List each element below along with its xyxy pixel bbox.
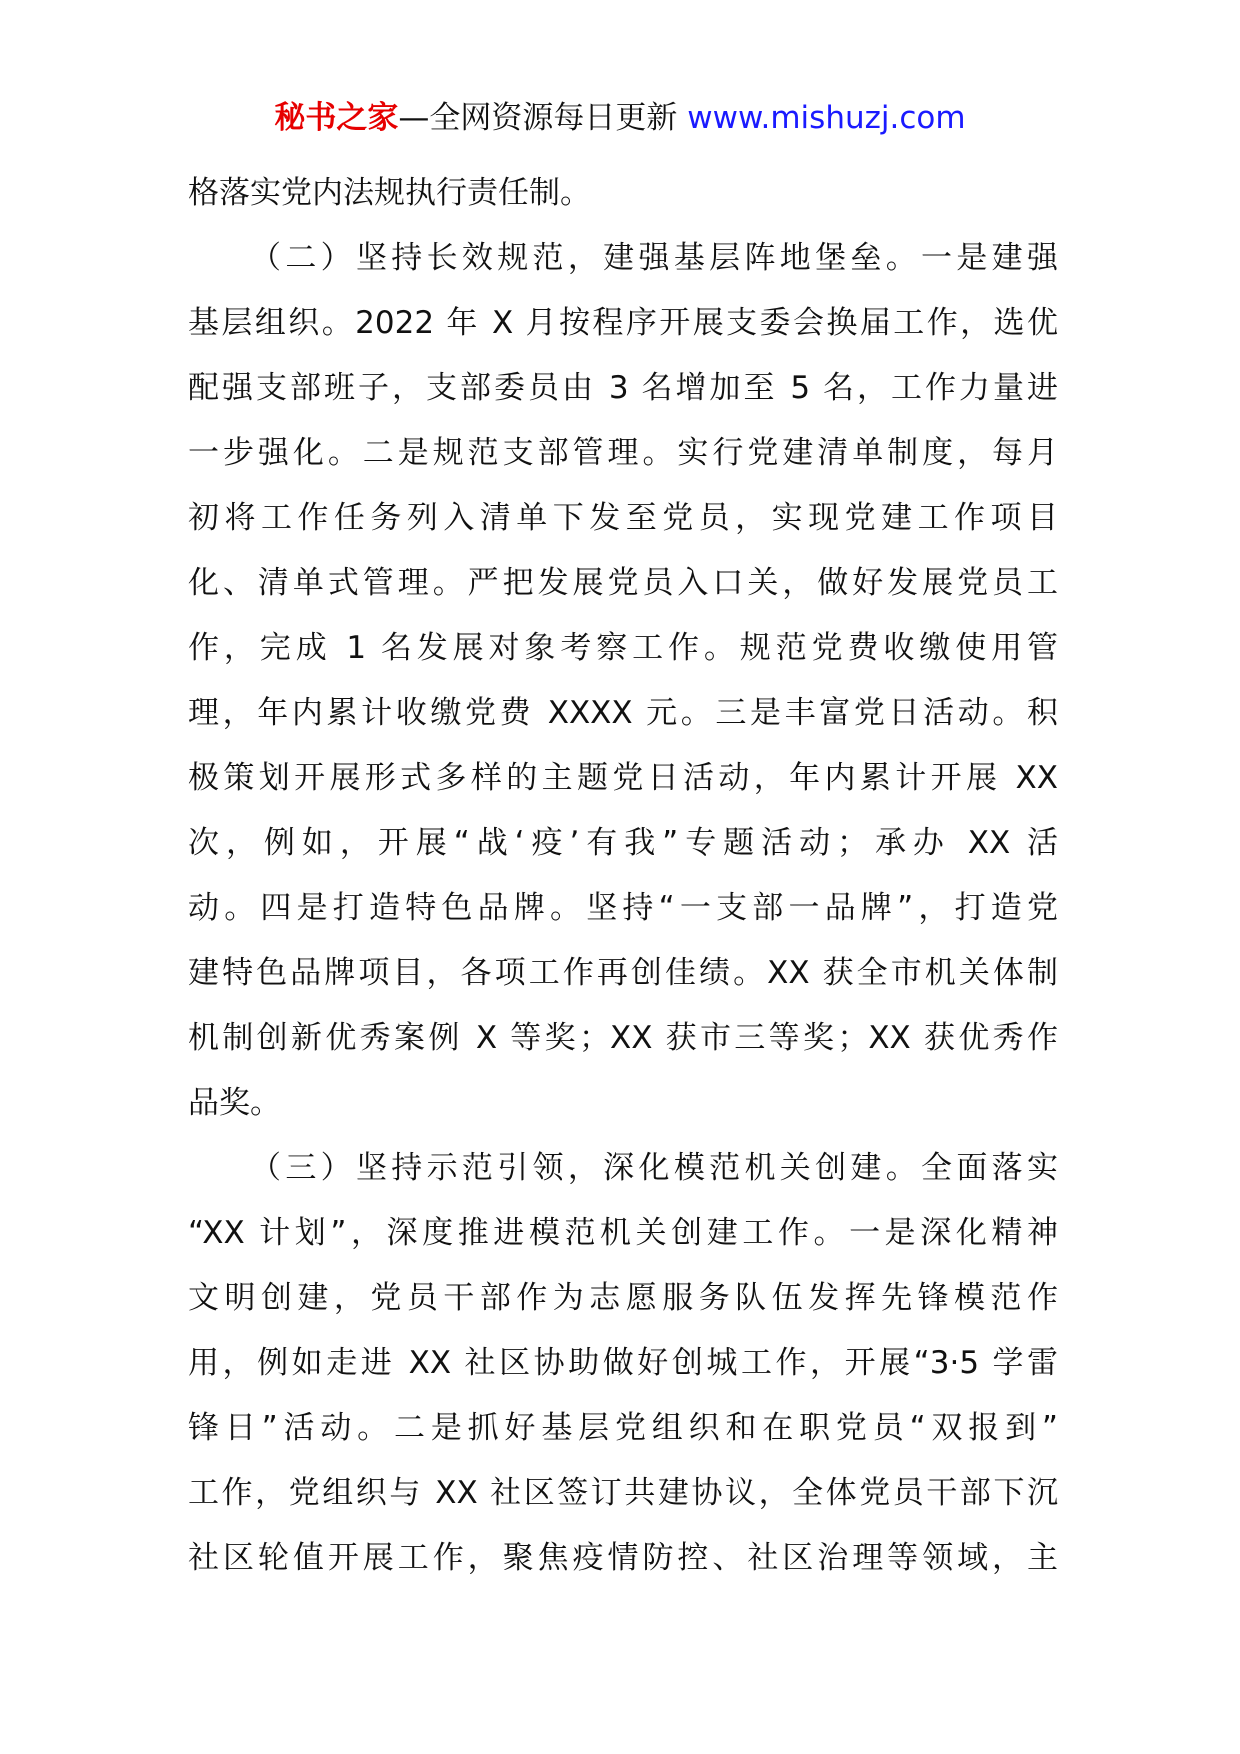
text-line: 化、清单式管理。严把发展党员入口关，做好发展党员工	[188, 565, 1058, 601]
text-line: “XX 计划”，深度推进模范机关创建工作。一是深化精神	[188, 1215, 1058, 1251]
text-line: 品奖。	[188, 1085, 281, 1121]
document-body	[188, 161, 1058, 1591]
text-line: 极策划开展形式多样的主题党日活动，年内累计开展 XX	[188, 760, 1058, 796]
text-line: 基层组织。2022 年 X 月按程序开展支委会换届工作，选优	[188, 305, 1058, 341]
text-line: 用，例如走进 XX 社区协助做好创城工作，开展“3·5 学雷	[188, 1345, 1058, 1381]
text-line: 格落实党内法规执行责任制。	[188, 175, 591, 211]
text-line: 锋日”活动。二是抓好基层党组织和在职党员“双报到”	[188, 1410, 1058, 1446]
text-line: 配强支部班子，支部委员由 3 名增加至 5 名，工作力量进	[188, 370, 1058, 406]
site-header	[0, 98, 1240, 138]
section-heading-line: （二）坚持长效规范，建强基层阵地堡垒。一是建强	[250, 240, 1058, 276]
text-line: 一步强化。二是规范支部管理。实行党建清单制度，每月	[188, 435, 1058, 471]
site-tagline: —全网资源每日更新	[398, 100, 688, 136]
site-url[interactable]: www.mishuzj.com	[687, 100, 966, 136]
text-line: 文明创建，党员干部作为志愿服务队伍发挥先锋模范作	[188, 1280, 1058, 1316]
text-line: 动。四是打造特色品牌。坚持“一支部一品牌”，打造党	[188, 890, 1058, 926]
text-line: 理，年内累计收缴党费 XXXX 元。三是丰富党日活动。积	[188, 695, 1058, 731]
text-line: 初将工作任务列入清单下发至党员，实现党建工作项目	[188, 500, 1058, 536]
text-line: 次，例如，开展“战‘疫’有我”专题活动；承办 XX 活	[188, 825, 1058, 861]
text-line: 工作，党组织与 XX 社区签订共建协议，全体党员干部下沉	[188, 1475, 1058, 1511]
text-line: 作，完成 1 名发展对象考察工作。规范党费收缴使用管	[188, 630, 1058, 666]
section-heading-line: （三）坚持示范引领，深化模范机关创建。全面落实	[250, 1150, 1058, 1186]
site-brand: 秘书之家	[274, 100, 399, 136]
text-line: 机制创新优秀案例 X 等奖；XX 获市三等奖；XX 获优秀作	[188, 1020, 1058, 1056]
text-line: 社区轮值开展工作，聚焦疫情防控、社区治理等领域，主	[188, 1540, 1058, 1576]
text-line: 建特色品牌项目，各项工作再创佳绩。XX 获全市机关体制	[188, 955, 1058, 991]
